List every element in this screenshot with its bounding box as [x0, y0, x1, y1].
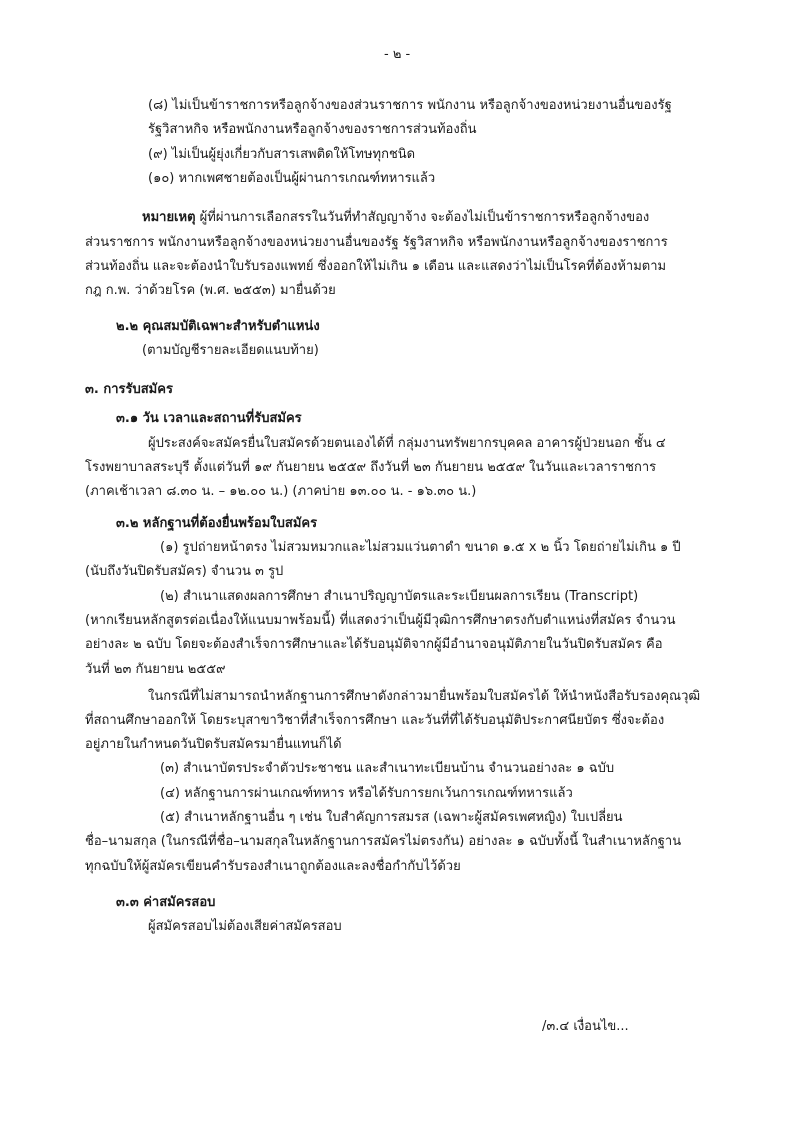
note-line-2: ส่วนราชการ พนักงานหรือลูกจ้างของหน่วยงานอื่นของรัฐ รัฐวิสาหกิจ หรือพนักงานหรือลูกจ้างของราชการ [85, 235, 668, 250]
item-8-line-2: รัฐวิสาหกิจ หรือพนักงานหรือลูกจ้างของราชการส่วนท้องถิ่น [148, 122, 477, 137]
section-3-2-item-3: (๓) สำเนาบัตรประจำตัวประชาชน และสำเนาทะเบียนบ้าน จำนวนอย่างละ ๑ ฉบับ [160, 761, 615, 776]
section-3-2-case-line-1: ในกรณีที่ไม่สามารถนำหลักฐานการศึกษาดังกล่าวมายื่นพร้อมใบสมัครได้ ให้นำหนังสือรับรองคุณวุฒิ [148, 689, 701, 704]
section-3-2-item-5-line-1: (๕) สำเนาหลักฐานอื่น ๆ เช่น ใบสำคัญการสมรส (เฉพาะผู้สมัครเพศหญิง) ใบเปลี่ยน [160, 810, 623, 825]
section-2-2-heading: ๒.๒ คุณสมบัติเฉพาะสำหรับตำแหน่ง [116, 319, 320, 334]
section-3-2-case-line-2: ที่สถานศึกษาออกให้ โดยระบุสาขาวิชาที่สำเร็จการศึกษา และวันที่ที่ได้รับอนุมัติประกาศนียบัตร ซึ่งจะต้อง [85, 713, 665, 728]
section-3-2-item-1-line-1: (๑) รูปถ่ายหน้าตรง ไม่สวมหมวกและไม่สวมแว่นตาดำ ขนาด ๑.๕ x ๒ นิ้ว โดยถ่ายไม่เกิน ๑ ปี [160, 540, 681, 555]
section-3-2-item-2-line-3: อย่างละ ๒ ฉบับ โดยจะต้องสำเร็จการศึกษาและได้รับอนุมัติจากผู้มีอำนาจอนุมัติภายในวันปิดรับสมัคร คือ [85, 637, 663, 652]
page-number: - ๒ - [384, 47, 411, 62]
section-3-1-line-2: โรงพยาบาลสระบุรี ตั้งแต่วันที่ ๑๙ กันยายน ๒๕๕๙ ถึงวันที่ ๒๓ กันยายน ๒๕๕๙ ในวันและเวลาราชการ [85, 460, 657, 475]
section-3-1-heading: ๓.๑ วัน เวลาและสถานที่รับสมัคร [116, 411, 302, 426]
section-3-2-item-2-line-1: (๒) สำเนาแสดงผลการศึกษา สำเนาปริญญาบัตรและระเบียนผลการเรียน (Transcript) [160, 589, 639, 604]
section-3-heading: ๓. การรับสมัคร [85, 382, 173, 397]
note-line-4: กฎ ก.พ. ว่าด้วยโรค (พ.ศ. ๒๕๕๓) มายื่นด้วย [85, 283, 336, 298]
section-3-1-line-3: (ภาคเช้าเวลา ๘.๓๐ น. – ๑๒.๐๐ น.) (ภาคบ่าย ๑๓.๐๐ น. - ๑๖.๓๐ น.) [85, 484, 477, 499]
section-2-2-text: (ตามบัญชีรายละเอียดแนบท้าย) [142, 343, 319, 358]
section-3-3-heading: ๓.๓ ค่าสมัครสอบ [116, 895, 216, 910]
section-3-2-item-2-line-2: (หากเรียนหลักสูตรต่อเนื่องให้แนบมาพร้อมนี้) ที่แสดงว่าเป็นผู้มีวุฒิการศึกษาตรงกับตำแหน่งที่สมัคร จำนวน [85, 613, 676, 628]
section-3-2-item-2-line-4: วันที่ ๒๓ กันยายน ๒๕๕๙ [85, 662, 226, 677]
section-3-2-item-5-line-3: ทุกฉบับให้ผู้สมัครเขียนคำรับรองสำเนาถูกต้องและลงชื่อกำกับไว้ด้วย [85, 859, 461, 874]
section-3-2-item-5-line-2: ชื่อ–นามสกุล (ในกรณีที่ชื่อ–นามสกุลในหลักฐานการสมัครไม่ตรงกัน) อย่างละ ๑ ฉบับทั้งนี้ ในสำเนาหลักฐาน [85, 834, 682, 849]
item-10: (๑๐) หากเพศชายต้องเป็นผู้ผ่านการเกณฑ์ทหารแล้ว [148, 171, 436, 186]
section-3-2-item-1-line-2: (นับถึงวันปิดรับสมัคร) จำนวน ๓ รูป [85, 564, 284, 579]
section-3-3-text: ผู้สมัครสอบไม่ต้องเสียค่าสมัครสอบ [148, 919, 342, 934]
footer-continuation: /๓.๔ เงื่อนไข... [542, 1019, 629, 1034]
section-3-2-case-line-3: อยู่ภายในกำหนดวันปิดรับสมัครมายื่นแทนก็ได้ [85, 737, 342, 752]
item-8-line-1: (๘) ไม่เป็นข้าราชการหรือลูกจ้างของส่วนราชการ พนักงาน หรือลูกจ้างของหน่วยงานอื่นของรัฐ [148, 98, 672, 113]
note-line-1-text: ผู้ที่ผ่านการเลือกสรรในวันที่ทำสัญญาจ้าง จะต้องไม่เป็นข้าราชการหรือลูกจ้างของ [199, 210, 650, 225]
note-line-1 [142, 209, 649, 227]
section-3-1-line-1: ผู้ประสงค์จะสมัครยื่นใบสมัครด้วยตนเองได้ที่ กลุ่มงานทรัพยากรบุคคล อาคารผู้ป่วยนอก ชั้น ๔ [148, 436, 666, 451]
note-line-3: ส่วนท้องถิ่น และจะต้องนำใบรับรองแพทย์ ซึ่งออกให้ไม่เกิน ๑ เดือน และแสดงว่าไม่เป็นโรคที่ต้องห้ามตาม [85, 259, 667, 274]
item-9: (๙) ไม่เป็นผู้ยุ่งเกี่ยวกับสารเสพติดให้โทษทุกชนิด [148, 147, 416, 162]
section-3-2-heading: ๓.๒ หลักฐานที่ต้องยื่นพร้อมใบสมัคร [116, 516, 318, 531]
section-3-2-item-4: (๔) หลักฐานการผ่านเกณฑ์ทหาร หรือได้รับการยกเว้นการเกณฑ์ทหารแล้ว [160, 786, 573, 801]
note-label: หมายเหตุ [142, 210, 196, 225]
